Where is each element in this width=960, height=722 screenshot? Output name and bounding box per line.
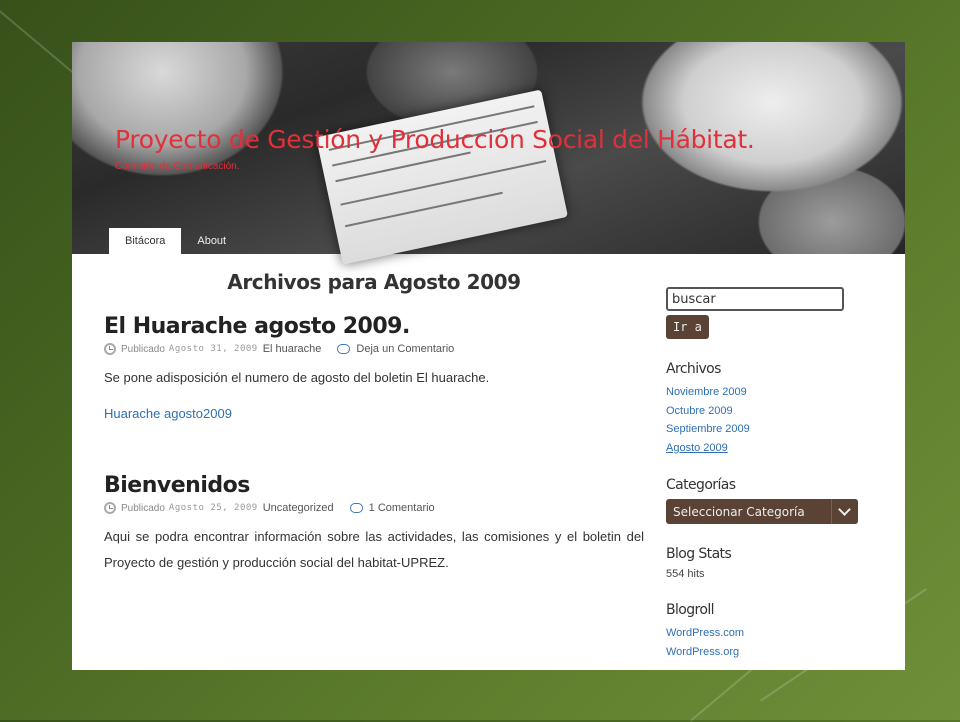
archive-link[interactable]: Noviembre 2009 <box>666 386 747 398</box>
post <box>104 314 644 427</box>
site-description: Comisión de Comunicación. <box>115 161 240 172</box>
post-category-link[interactable]: Uncategorized <box>262 502 334 514</box>
sidebar <box>666 287 866 661</box>
attachment-link[interactable]: Huarache agosto2009 <box>104 406 232 421</box>
published-label: Publicado <box>121 343 165 355</box>
archive-title: Archivos para Agosto 2009 <box>227 270 521 294</box>
post-date: Agosto 31, 2009 <box>168 344 258 354</box>
archive-link[interactable]: Septiembre 2009 <box>666 423 750 435</box>
post-text: Se pone adisposición el numero de agosto del boletin El huarache. <box>104 370 490 385</box>
comment-link[interactable]: Deja un Comentario <box>356 343 455 355</box>
blog-stats-heading: Blog Stats <box>666 546 732 562</box>
post-date: Agosto 25, 2009 <box>168 503 258 513</box>
clock-icon <box>104 343 116 355</box>
category-select[interactable] <box>666 499 858 524</box>
comment-link[interactable]: 1 Comentario <box>368 502 435 514</box>
chevron-down-icon <box>831 499 858 524</box>
hit-count: 554 hits <box>666 568 705 580</box>
post-category-link[interactable]: El huarache <box>262 343 322 355</box>
tab-about[interactable]: About <box>197 235 227 247</box>
header-banner <box>72 42 905 254</box>
post-title[interactable]: El Huarache agosto 2009. <box>104 314 410 339</box>
newspaper-photo <box>316 90 568 265</box>
categories-heading: Categorías <box>666 477 736 493</box>
post-body <box>104 524 644 576</box>
clock-icon <box>104 502 116 514</box>
content-area <box>104 270 644 576</box>
archive-link-current[interactable]: Agosto 2009 <box>666 441 728 454</box>
comment-icon <box>337 344 350 354</box>
blogroll-link[interactable]: WordPress.org <box>666 645 740 658</box>
post-title[interactable]: Bienvenidos <box>104 473 250 498</box>
published-label: Publicado <box>121 502 165 514</box>
post-meta <box>104 343 644 355</box>
post-body <box>104 365 644 427</box>
search-button[interactable]: Ir a <box>666 315 709 339</box>
category-select-value: Seleccionar Categoría <box>673 504 805 519</box>
search-input[interactable] <box>666 287 844 311</box>
archives-heading: Archivos <box>666 361 721 377</box>
archive-link[interactable]: Octubre 2009 <box>666 404 733 417</box>
blogroll-heading: Blogroll <box>666 602 714 618</box>
main-nav <box>109 228 242 254</box>
archives-list <box>666 383 866 457</box>
post-text: Aqui se podra encontrar información sobre las actividades, las comisiones y el boletin del Proyecto de gestión y producción social del habitat-UPREZ. <box>104 529 644 570</box>
post <box>104 473 644 576</box>
blogroll-list <box>666 624 866 661</box>
comment-icon <box>350 503 363 513</box>
site-title[interactable]: Proyecto de Gestión y Producción Social del Hábitat. <box>115 125 755 154</box>
tab-bitacora[interactable]: Bitácora <box>109 228 181 254</box>
post-meta <box>104 502 644 514</box>
blog-screenshot <box>72 42 905 670</box>
blogroll-link[interactable]: WordPress.com <box>666 627 745 639</box>
